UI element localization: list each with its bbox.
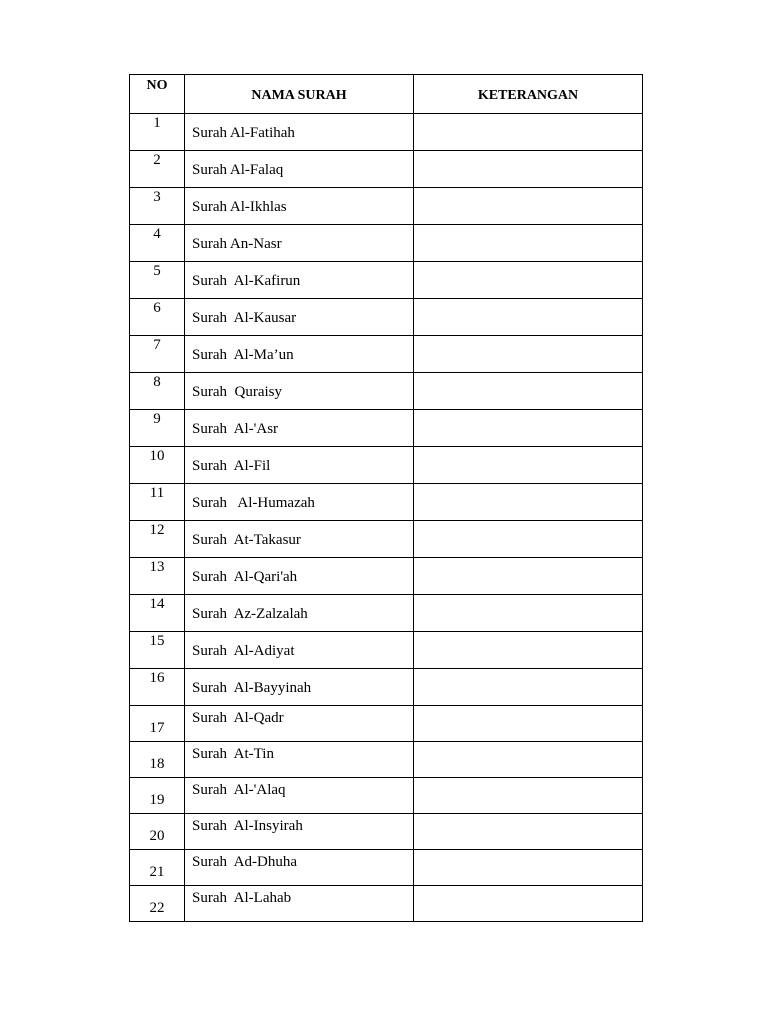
table-row — [130, 669, 643, 706]
row-number: 5 — [130, 262, 185, 299]
row-number: 1 — [130, 114, 185, 151]
surah-name: Surah At-Takasur — [185, 521, 414, 558]
row-number: 7 — [130, 336, 185, 373]
keterangan-cell — [414, 151, 643, 188]
keterangan-cell — [414, 669, 643, 706]
keterangan-cell — [414, 632, 643, 669]
row-number: 8 — [130, 373, 185, 410]
surah-name: Surah Az-Zalzalah — [185, 595, 414, 632]
row-number: 9 — [130, 410, 185, 447]
surah-name: Surah Al-Fatihah — [185, 114, 414, 151]
header-nama-surah: NAMA SURAH — [185, 75, 414, 114]
header-keterangan: KETERANGAN — [414, 75, 643, 114]
surah-name: Surah Al-Ma’un — [185, 336, 414, 373]
header-no: NO — [130, 75, 185, 114]
table-row — [130, 151, 643, 188]
keterangan-cell — [414, 886, 643, 922]
row-number: 2 — [130, 151, 185, 188]
table-row — [130, 188, 643, 225]
row-number: 21 — [130, 850, 185, 886]
surah-name: Surah Al-Qadr — [185, 706, 414, 742]
row-number: 4 — [130, 225, 185, 262]
surah-name: Surah Al-Lahab — [185, 886, 414, 922]
surah-name: Surah Al-Kafirun — [185, 262, 414, 299]
table-row — [130, 850, 643, 886]
row-number: 13 — [130, 558, 185, 595]
surah-name: Surah Al-Ikhlas — [185, 188, 414, 225]
surah-name: Surah At-Tin — [185, 742, 414, 778]
table-row — [130, 742, 643, 778]
keterangan-cell — [414, 225, 643, 262]
surah-name: Surah Al-Adiyat — [185, 632, 414, 669]
row-number: 20 — [130, 814, 185, 850]
row-number: 10 — [130, 447, 185, 484]
row-number: 18 — [130, 742, 185, 778]
surah-name: Surah Al-'Asr — [185, 410, 414, 447]
keterangan-cell — [414, 262, 643, 299]
table-row — [130, 447, 643, 484]
surah-name: Surah Ad-Dhuha — [185, 850, 414, 886]
table-header — [130, 75, 643, 114]
keterangan-cell — [414, 114, 643, 151]
surah-name: Surah An-Nasr — [185, 225, 414, 262]
surah-name: Surah Quraisy — [185, 373, 414, 410]
surah-name: Surah Al-Kausar — [185, 299, 414, 336]
keterangan-cell — [414, 484, 643, 521]
keterangan-cell — [414, 595, 643, 632]
keterangan-cell — [414, 188, 643, 225]
keterangan-cell — [414, 336, 643, 373]
surah-name: Surah Al-Falaq — [185, 151, 414, 188]
header-row — [130, 75, 643, 114]
keterangan-cell — [414, 521, 643, 558]
keterangan-cell — [414, 850, 643, 886]
table-row — [130, 484, 643, 521]
table-row — [130, 373, 643, 410]
table-row — [130, 225, 643, 262]
row-number: 14 — [130, 595, 185, 632]
row-number: 6 — [130, 299, 185, 336]
row-number: 19 — [130, 778, 185, 814]
keterangan-cell — [414, 742, 643, 778]
row-number: 11 — [130, 484, 185, 521]
keterangan-cell — [414, 410, 643, 447]
table-row — [130, 336, 643, 373]
table-body — [130, 114, 643, 922]
row-number: 22 — [130, 886, 185, 922]
surah-name: Surah Al-'Alaq — [185, 778, 414, 814]
table-row — [130, 262, 643, 299]
row-number: 16 — [130, 669, 185, 706]
table-row — [130, 595, 643, 632]
surah-name: Surah Al-Fil — [185, 447, 414, 484]
row-number: 12 — [130, 521, 185, 558]
keterangan-cell — [414, 299, 643, 336]
row-number: 3 — [130, 188, 185, 225]
row-number: 15 — [130, 632, 185, 669]
table-row — [130, 114, 643, 151]
table-row — [130, 299, 643, 336]
table-row — [130, 410, 643, 447]
keterangan-cell — [414, 373, 643, 410]
keterangan-cell — [414, 814, 643, 850]
table-row — [130, 558, 643, 595]
table-row — [130, 886, 643, 922]
row-number: 17 — [130, 706, 185, 742]
surah-name: Surah Al-Humazah — [185, 484, 414, 521]
keterangan-cell — [414, 778, 643, 814]
table-row — [130, 706, 643, 742]
table-row — [130, 778, 643, 814]
keterangan-cell — [414, 447, 643, 484]
surah-name: Surah Al-Qari'ah — [185, 558, 414, 595]
table-row — [130, 814, 643, 850]
surah-name: Surah Al-Bayyinah — [185, 669, 414, 706]
surah-name: Surah Al-Insyirah — [185, 814, 414, 850]
surah-table — [129, 74, 643, 922]
keterangan-cell — [414, 558, 643, 595]
table-row — [130, 521, 643, 558]
table-row — [130, 632, 643, 669]
keterangan-cell — [414, 706, 643, 742]
